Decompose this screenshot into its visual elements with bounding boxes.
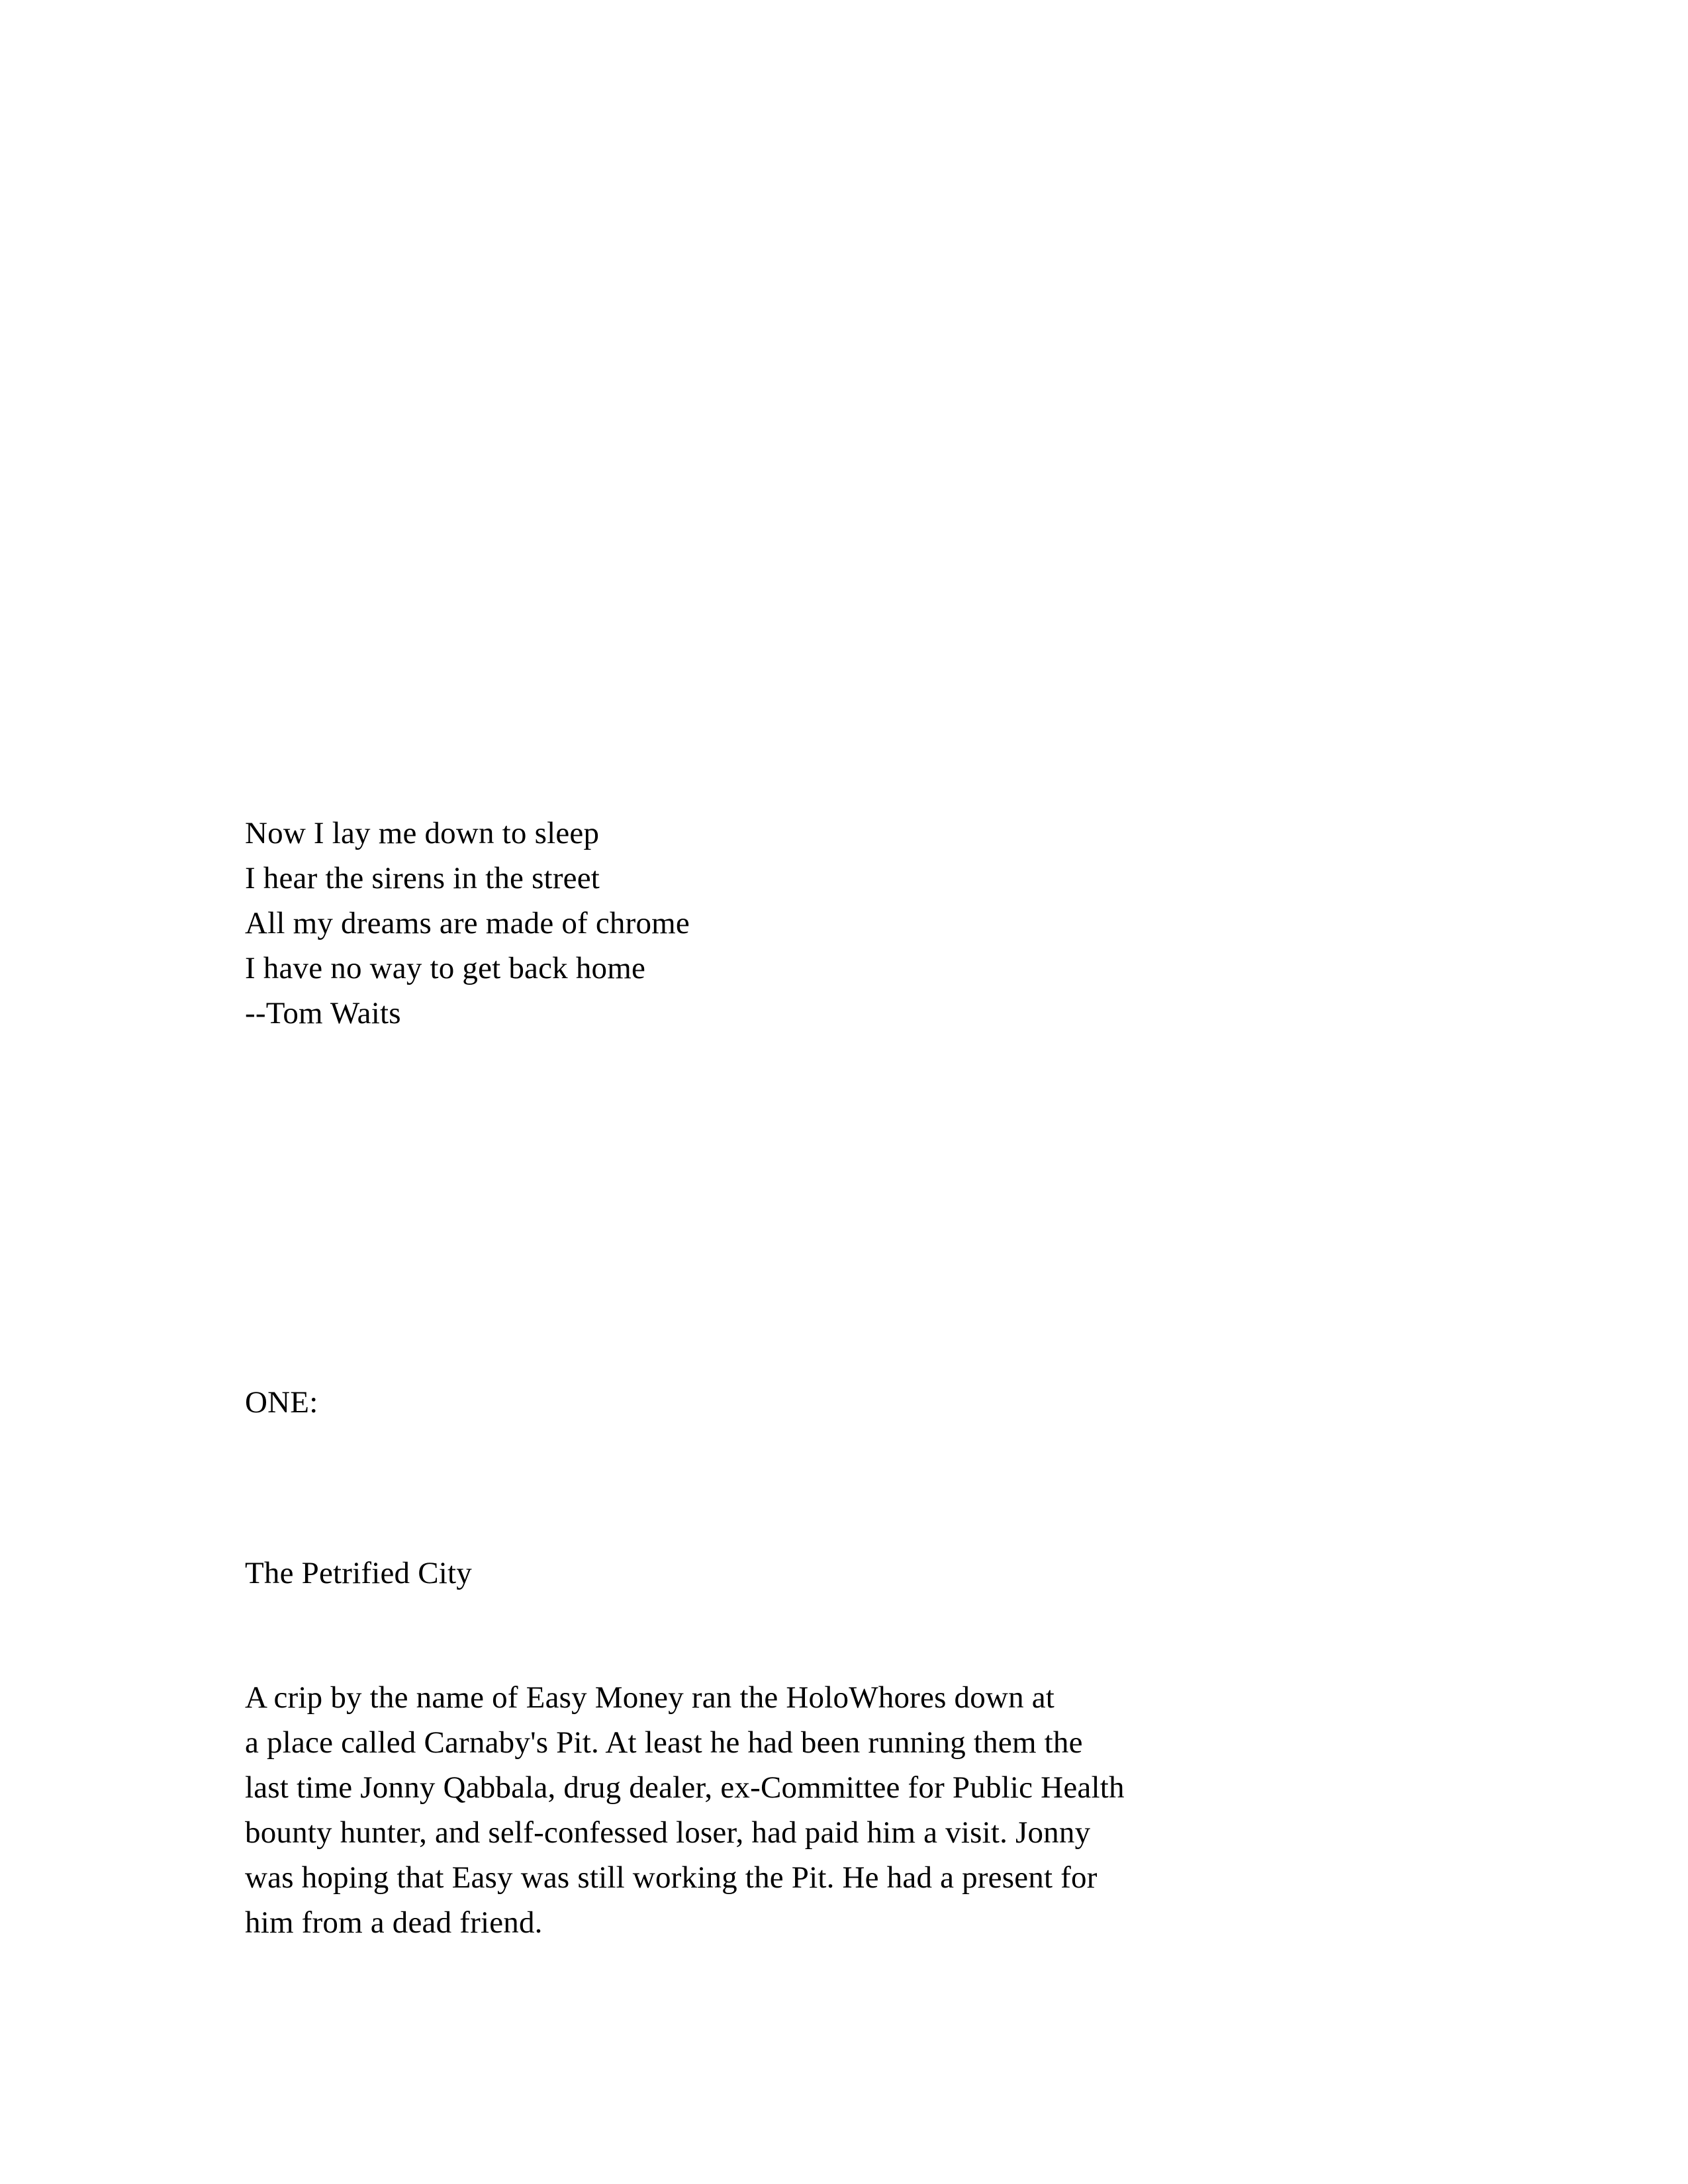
epigraph-line: I hear the sirens in the street	[245, 861, 600, 895]
epigraph-line: I have no way to get back home	[245, 951, 646, 985]
epigraph	[245, 811, 1370, 1036]
epigraph-line: All my dreams are made of chrome	[245, 906, 690, 940]
page-content	[245, 811, 1370, 1945]
body-line: A crip by the name of Easy Money ran the HoloWhores down at	[245, 1680, 1055, 1715]
section-title: The Petrified City	[245, 1556, 472, 1590]
body-line: was hoping that Easy was still working the Pit. He had a present for	[245, 1860, 1098, 1895]
body-line: bounty hunter, and self-confessed loser, had paid him a visit. Jonny	[245, 1815, 1091, 1850]
epigraph-line: Now I lay me down to sleep	[245, 816, 600, 850]
body-paragraph	[245, 1675, 1370, 1945]
chapter-label: ONE:	[245, 1385, 318, 1420]
body-line: a place called Carnaby's Pit. At least he had been running them the	[245, 1725, 1083, 1760]
spacer	[245, 1596, 1370, 1675]
epigraph-attribution: --Tom Waits	[245, 996, 401, 1030]
body-line: last time Jonny Qabbala, drug dealer, ex-Committee for Public Health	[245, 1770, 1125, 1805]
spacer	[245, 1036, 1370, 1380]
body-line: him from a dead friend.	[245, 1905, 543, 1940]
spacer	[245, 1425, 1370, 1551]
